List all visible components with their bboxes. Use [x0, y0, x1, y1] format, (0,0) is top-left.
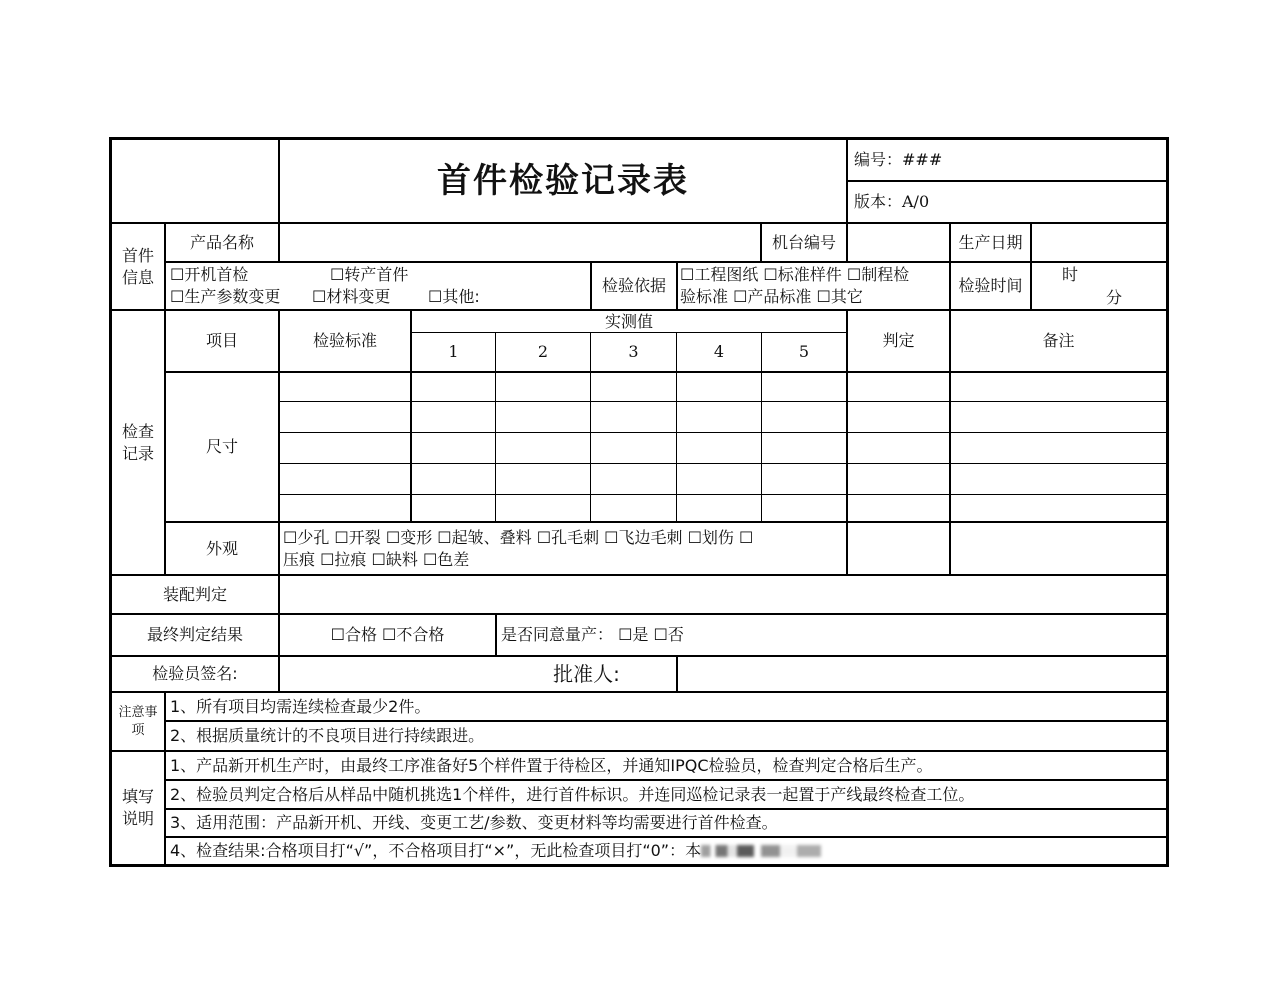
inspection-basis-options[interactable]: [678, 263, 949, 309]
instruction-item: 1、产品新开机生产时，由最终工序准备好5个样件置于待检区，并通知IPQC检验员，检查判定合格后生产。: [170, 755, 933, 775]
inspector-signature-field[interactable]: [280, 657, 495, 691]
basis-line-2: 验标准 ☐产品标准 ☐其它: [680, 287, 863, 306]
doc-number: 编号：###: [854, 150, 943, 169]
instruction-item: 3、适用范围：产品新开机、开线、变更工艺/参数、变更材料等均需要进行首件检查。: [170, 813, 778, 832]
production-date-field[interactable]: [1032, 224, 1166, 261]
appearance-line-2: 压痕 ☐拉痕 ☐缺料 ☐色差: [283, 550, 470, 569]
time-hour-label: 时: [1062, 265, 1079, 284]
measure-col-2: 2: [537, 342, 549, 361]
mass-production-approval[interactable]: 是否同意量产： ☐是 ☐否: [501, 625, 684, 644]
checkbox-other[interactable]: ☐其他:: [428, 287, 480, 306]
inspector-signature-label: 检验员签名:: [152, 664, 238, 683]
instruction-item-last: 4、检查结果:合格项目打“√”，不合格项目打“×”，无此检查项目打“0”：本: [166, 838, 1166, 864]
instructions-section-label: 填写 说明: [121, 787, 154, 828]
inspection-trigger-options: [166, 263, 590, 309]
logo-area: [112, 140, 278, 222]
remark-header: 备注: [1042, 331, 1075, 350]
inspection-section-label: 检查 记录: [121, 421, 154, 463]
approver-label: 批准人:: [553, 662, 620, 686]
checkbox-changeover-first[interactable]: ☐转产首件: [330, 265, 409, 284]
machine-no-field[interactable]: [848, 224, 949, 261]
first-info-section-label: 首件 信息: [121, 245, 154, 287]
inspection-time-label: 检验时间: [958, 276, 1023, 295]
item-header: 项目: [205, 331, 238, 350]
notes-section-label: 注意事 项: [118, 704, 158, 738]
appearance-line-1: ☐少孔 ☐开裂 ☐变形 ☐起皱、叠料 ☐孔毛刺 ☐飞边毛刺 ☐划伤 ☐: [283, 528, 754, 547]
measured-header: 实测值: [604, 311, 653, 331]
size-label: 尺寸: [205, 437, 238, 456]
judge-header: 判定: [882, 331, 915, 350]
assembly-judge-field[interactable]: [280, 576, 1166, 613]
version: 版本：A/0: [854, 192, 930, 211]
approver-field[interactable]: [678, 657, 1166, 691]
size-measurement-grid[interactable]: [280, 373, 1166, 521]
checkbox-material-change[interactable]: ☐材料变更: [312, 287, 391, 306]
measure-col-1: 1: [448, 342, 459, 361]
note-item: 2、根据质量统计的不良项目进行持续跟进。: [170, 726, 485, 745]
time-minute-label: 分: [1106, 288, 1123, 307]
production-date-label: 生产日期: [958, 232, 1023, 252]
blurred-text-region: [701, 845, 821, 857]
instruction-item: 2、检验员判定合格后从样品中随机挑选1个样件，进行首件标识。并连同巡检记录表一起置于产线最终检查工位。: [170, 784, 975, 804]
checkbox-startup-first[interactable]: ☐开机首检: [170, 265, 249, 284]
product-name-label: 产品名称: [189, 232, 254, 252]
measure-col-5: 5: [798, 342, 810, 361]
basis-line-1: ☐工程图纸 ☐标准样件 ☐制程检: [680, 265, 910, 284]
appearance-label: 外观: [205, 538, 238, 558]
appearance-remark-field[interactable]: [951, 523, 1166, 574]
note-item: 1、所有项目均需连续检查最少2件。: [170, 696, 431, 716]
measure-col-4: 4: [713, 342, 725, 361]
inspection-time-field[interactable]: [1032, 263, 1166, 309]
final-result-label: 最终判定结果: [146, 625, 243, 644]
checkbox-param-change[interactable]: ☐生产参数变更: [170, 287, 281, 306]
appearance-judge-field[interactable]: [848, 523, 949, 574]
product-name-field[interactable]: [280, 224, 760, 261]
assembly-judge-label: 装配判定: [162, 584, 227, 604]
inspection-basis-label: 检验依据: [601, 276, 666, 295]
final-result-options[interactable]: ☐合格 ☐不合格: [330, 625, 445, 644]
appearance-defect-options[interactable]: [280, 523, 846, 574]
form-title: 首件检验记录表: [437, 161, 689, 201]
machine-no-label: 机台编号: [771, 232, 836, 252]
standard-header: 检验标准: [312, 331, 377, 350]
measure-col-3: 3: [628, 342, 639, 361]
